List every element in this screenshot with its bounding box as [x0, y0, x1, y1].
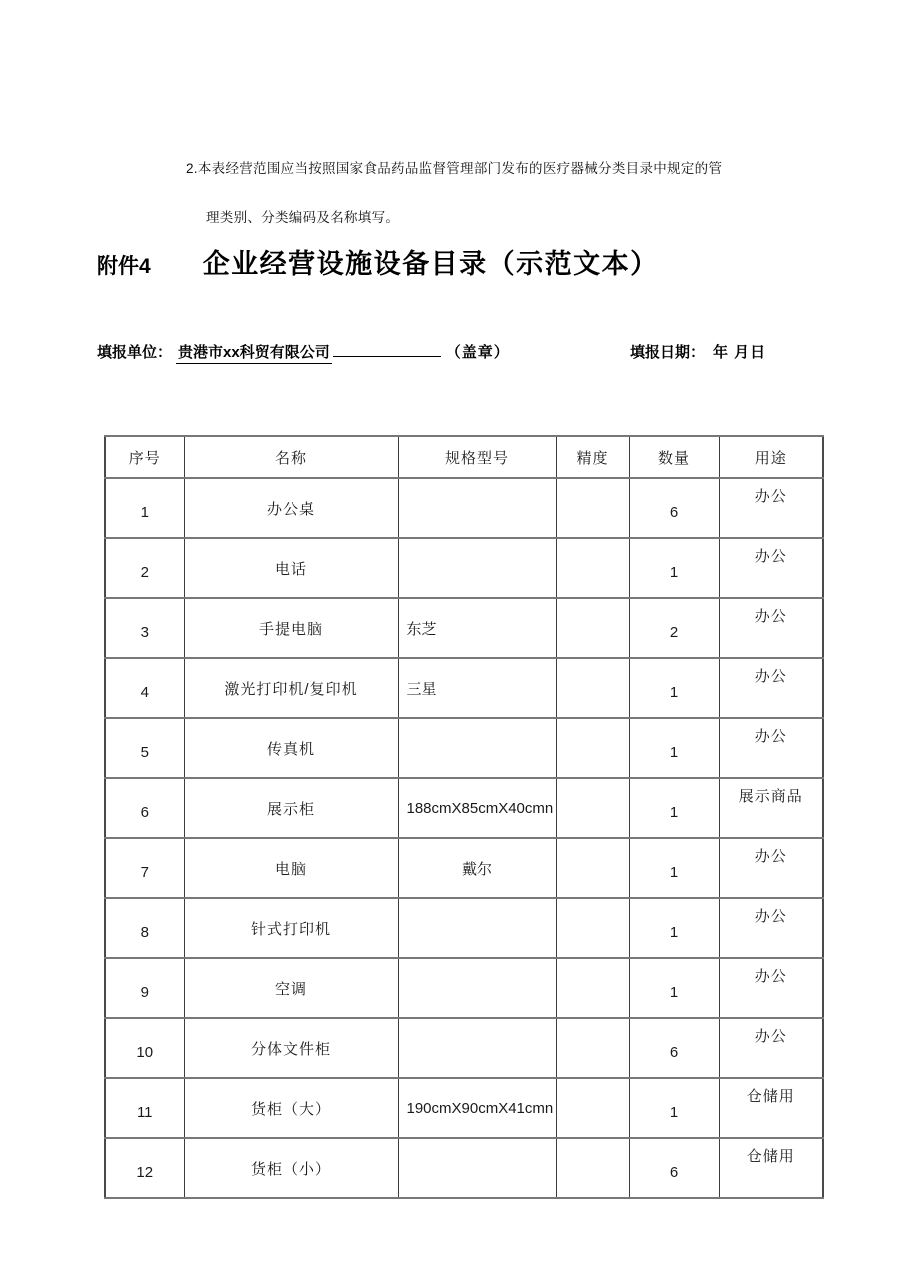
unit-label: 填报单位：: [97, 344, 173, 361]
cell-use: 办公: [719, 958, 823, 1018]
form-line: [97, 341, 857, 362]
cell-precision: [556, 958, 629, 1018]
note-line-2: 理类别、分类编码及名称填写。: [206, 210, 400, 225]
cell-spec: [398, 1018, 556, 1078]
table-row: [105, 658, 823, 718]
cell-name: 展示柜: [184, 778, 398, 838]
cell-no: 10: [105, 1018, 184, 1078]
cell-spec: [398, 538, 556, 598]
cell-name: 电话: [184, 538, 398, 598]
cell-no: 8: [105, 898, 184, 958]
equipment-table: [104, 435, 824, 1199]
cell-spec: 三星: [398, 658, 556, 718]
cell-qty: 6: [629, 1138, 719, 1198]
table-row: [105, 718, 823, 778]
table-header-row: [105, 436, 823, 478]
cell-spec: 东芝: [398, 598, 556, 658]
table-row: [105, 598, 823, 658]
cell-precision: [556, 898, 629, 958]
column-header-2: 规格型号: [398, 436, 556, 478]
cell-qty: 1: [629, 718, 719, 778]
table-row: [105, 838, 823, 898]
page-title: 企业经营设施设备目录（示范文本）: [202, 249, 659, 279]
table-body: [105, 478, 823, 1198]
cell-use: 办公: [719, 838, 823, 898]
date-label: 填报日期：: [630, 344, 706, 361]
date-value: 年 月日: [713, 344, 767, 361]
cell-name: 手提电脑: [184, 598, 398, 658]
cell-spec: 戴尔: [398, 838, 556, 898]
cell-no: 7: [105, 838, 184, 898]
cell-spec: 188cmX85cmX40cmn: [398, 778, 556, 838]
cell-precision: [556, 538, 629, 598]
cell-qty: 6: [629, 1018, 719, 1078]
cell-no: 11: [105, 1078, 184, 1138]
cell-precision: [556, 598, 629, 658]
cell-no: 2: [105, 538, 184, 598]
cell-precision: [556, 718, 629, 778]
cell-qty: 1: [629, 1078, 719, 1138]
cell-precision: [556, 658, 629, 718]
cell-name: 传真机: [184, 718, 398, 778]
cell-no: 4: [105, 658, 184, 718]
cell-name: 货柜（小）: [184, 1138, 398, 1198]
cell-spec: [398, 478, 556, 538]
cell-precision: [556, 1018, 629, 1078]
attachment-label: 附件4: [97, 255, 151, 278]
table-row: [105, 958, 823, 1018]
cell-no: 1: [105, 478, 184, 538]
cell-no: 12: [105, 1138, 184, 1198]
date-group: [630, 341, 766, 362]
cell-qty: 6: [629, 478, 719, 538]
table-row: [105, 478, 823, 538]
table-row: [105, 1018, 823, 1078]
cell-use: 办公: [719, 898, 823, 958]
cell-spec: [398, 1138, 556, 1198]
cell-no: 3: [105, 598, 184, 658]
table-row: [105, 1138, 823, 1198]
cell-name: 针式打印机: [184, 898, 398, 958]
cell-qty: 2: [629, 598, 719, 658]
cell-precision: [556, 1078, 629, 1138]
cell-qty: 1: [629, 778, 719, 838]
table-header: [105, 436, 823, 478]
note-line-1: 2.本表经营范围应当按照国家食品药品监督管理部门发布的医疗器械分类目录中规定的管: [186, 161, 723, 176]
cell-name: 分体文件柜: [184, 1018, 398, 1078]
column-header-4: 数量: [629, 436, 719, 478]
cell-qty: 1: [629, 538, 719, 598]
cell-qty: 1: [629, 658, 719, 718]
cell-name: 电脑: [184, 838, 398, 898]
cell-spec: [398, 718, 556, 778]
cell-use: 办公: [719, 538, 823, 598]
cell-no: 5: [105, 718, 184, 778]
cell-spec: [398, 958, 556, 1018]
cell-use: 办公: [719, 478, 823, 538]
cell-use: 办公: [719, 1018, 823, 1078]
cell-use: 仓储用: [719, 1138, 823, 1198]
cell-use: 展示商品: [719, 778, 823, 838]
cell-name: 办公桌: [184, 478, 398, 538]
cell-name: 空调: [184, 958, 398, 1018]
title-row: [97, 242, 659, 281]
table-row: [105, 538, 823, 598]
cell-qty: 1: [629, 958, 719, 1018]
cell-precision: [556, 778, 629, 838]
cell-no: 6: [105, 778, 184, 838]
cell-spec: 190cmX90cmX41cmn: [398, 1078, 556, 1138]
cell-precision: [556, 1138, 629, 1198]
seal-label: （盖章）: [445, 344, 510, 361]
table-row: [105, 898, 823, 958]
cell-use: 仓储用: [719, 1078, 823, 1138]
column-header-5: 用途: [719, 436, 823, 478]
column-header-3: 精度: [556, 436, 629, 478]
cell-qty: 1: [629, 898, 719, 958]
cell-precision: [556, 838, 629, 898]
cell-no: 9: [105, 958, 184, 1018]
column-header-1: 名称: [184, 436, 398, 478]
unit-value: 贵港市xx科贸有限公司: [176, 344, 332, 364]
blank-underline: [333, 343, 441, 357]
table-row: [105, 778, 823, 838]
cell-name: 货柜（大）: [184, 1078, 398, 1138]
cell-use: 办公: [719, 598, 823, 658]
cell-use: 办公: [719, 658, 823, 718]
cell-name: 激光打印机/复印机: [184, 658, 398, 718]
column-header-0: 序号: [105, 436, 184, 478]
cell-precision: [556, 478, 629, 538]
table-row: [105, 1078, 823, 1138]
cell-qty: 1: [629, 838, 719, 898]
cell-spec: [398, 898, 556, 958]
cell-use: 办公: [719, 718, 823, 778]
